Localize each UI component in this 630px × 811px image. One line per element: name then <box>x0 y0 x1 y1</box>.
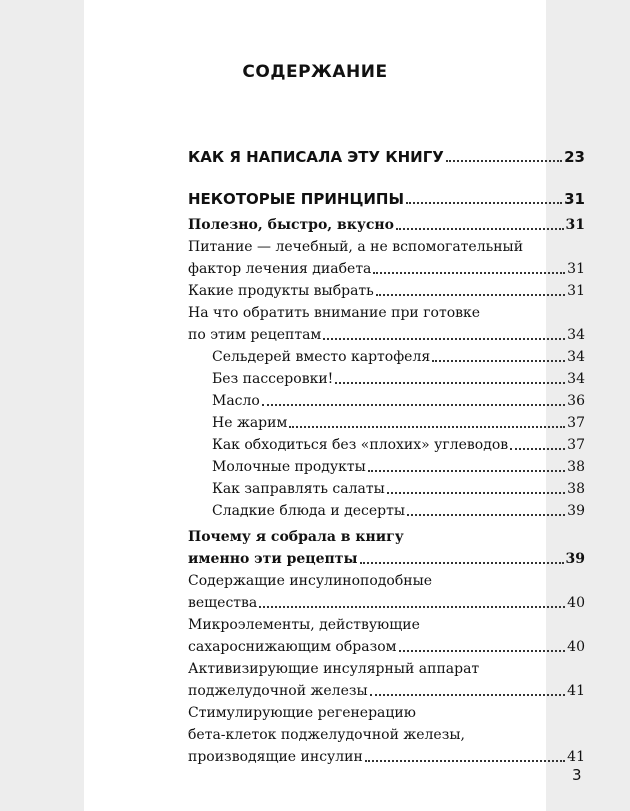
toc-entry: Стимулирующие регенерацию бета-клеток поджелудочной железы, производящие инсулин 41 <box>188 702 585 768</box>
toc-page-number: 34 <box>567 371 585 387</box>
toc-entry: Полезно, быстро, вкусно 31 <box>188 214 585 236</box>
page-number: 3 <box>572 766 582 784</box>
toc-page-number: 36 <box>567 393 585 409</box>
toc-subentry: Молочные продукты 38 <box>212 456 585 478</box>
toc-subentry: Масло 36 <box>212 390 585 412</box>
toc-page-number: 40 <box>567 639 585 655</box>
toc-entry: Микроэлементы, действующие сахароснижающим образом 40 <box>188 614 585 658</box>
toc-page-number: 31 <box>567 283 585 299</box>
toc-page-number: 37 <box>567 415 585 431</box>
toc-subentry: Без пассеровки! 34 <box>212 368 585 390</box>
toc-subentry: Сладкие блюда и десерты 39 <box>212 500 585 522</box>
toc-page-number: 34 <box>567 327 585 343</box>
toc-page-number: 39 <box>567 503 585 519</box>
toc-page-number: 38 <box>567 481 585 497</box>
toc-page-number: 38 <box>567 459 585 475</box>
toc-entry: НЕКОТОРЫЕ ПРИНЦИПЫ 31 <box>188 190 585 208</box>
page-title: СОДЕРЖАНИЕ <box>242 62 388 82</box>
toc-page-number: 39 <box>565 551 585 567</box>
toc-entry: Активизирующие инсулярный аппарат поджелудочной железы 41 <box>188 658 585 702</box>
toc-page-number: 31 <box>565 217 585 233</box>
toc-page-number: 41 <box>567 749 585 765</box>
toc-page-number: 31 <box>567 261 585 277</box>
toc-subentry: Как заправлять салаты 38 <box>212 478 585 500</box>
toc-entry: На что обратить внимание при готовке по этим рецептам 34 <box>188 302 585 346</box>
toc-entry: Питание — лечебный, а не вспомогательный фактор лечения диабета 31 <box>188 236 585 280</box>
toc-entry: Почему я собрала в книгу именно эти рецепты 39 <box>188 526 585 570</box>
toc-page-number: 40 <box>567 595 585 611</box>
toc-page-number: 41 <box>567 683 585 699</box>
toc-page-number: 37 <box>567 437 585 453</box>
toc-subentry: Сельдерей вместо картофеля 34 <box>212 346 585 368</box>
toc-entry: КАК Я НАПИСАЛА ЭТУ КНИГУ 23 <box>188 148 585 166</box>
toc-page-number: 31 <box>564 190 585 208</box>
toc-subentry: Не жарим 37 <box>212 412 585 434</box>
toc-entry: Содержащие инсулиноподобные вещества 40 <box>188 570 585 614</box>
toc-entry: Какие продукты выбрать 31 <box>188 280 585 302</box>
book-page <box>84 0 585 811</box>
toc-page-number: 23 <box>564 148 585 166</box>
toc-subentry: Как обходиться без «плохих» углеводов 37 <box>212 434 585 456</box>
toc-page-number: 34 <box>567 349 585 365</box>
